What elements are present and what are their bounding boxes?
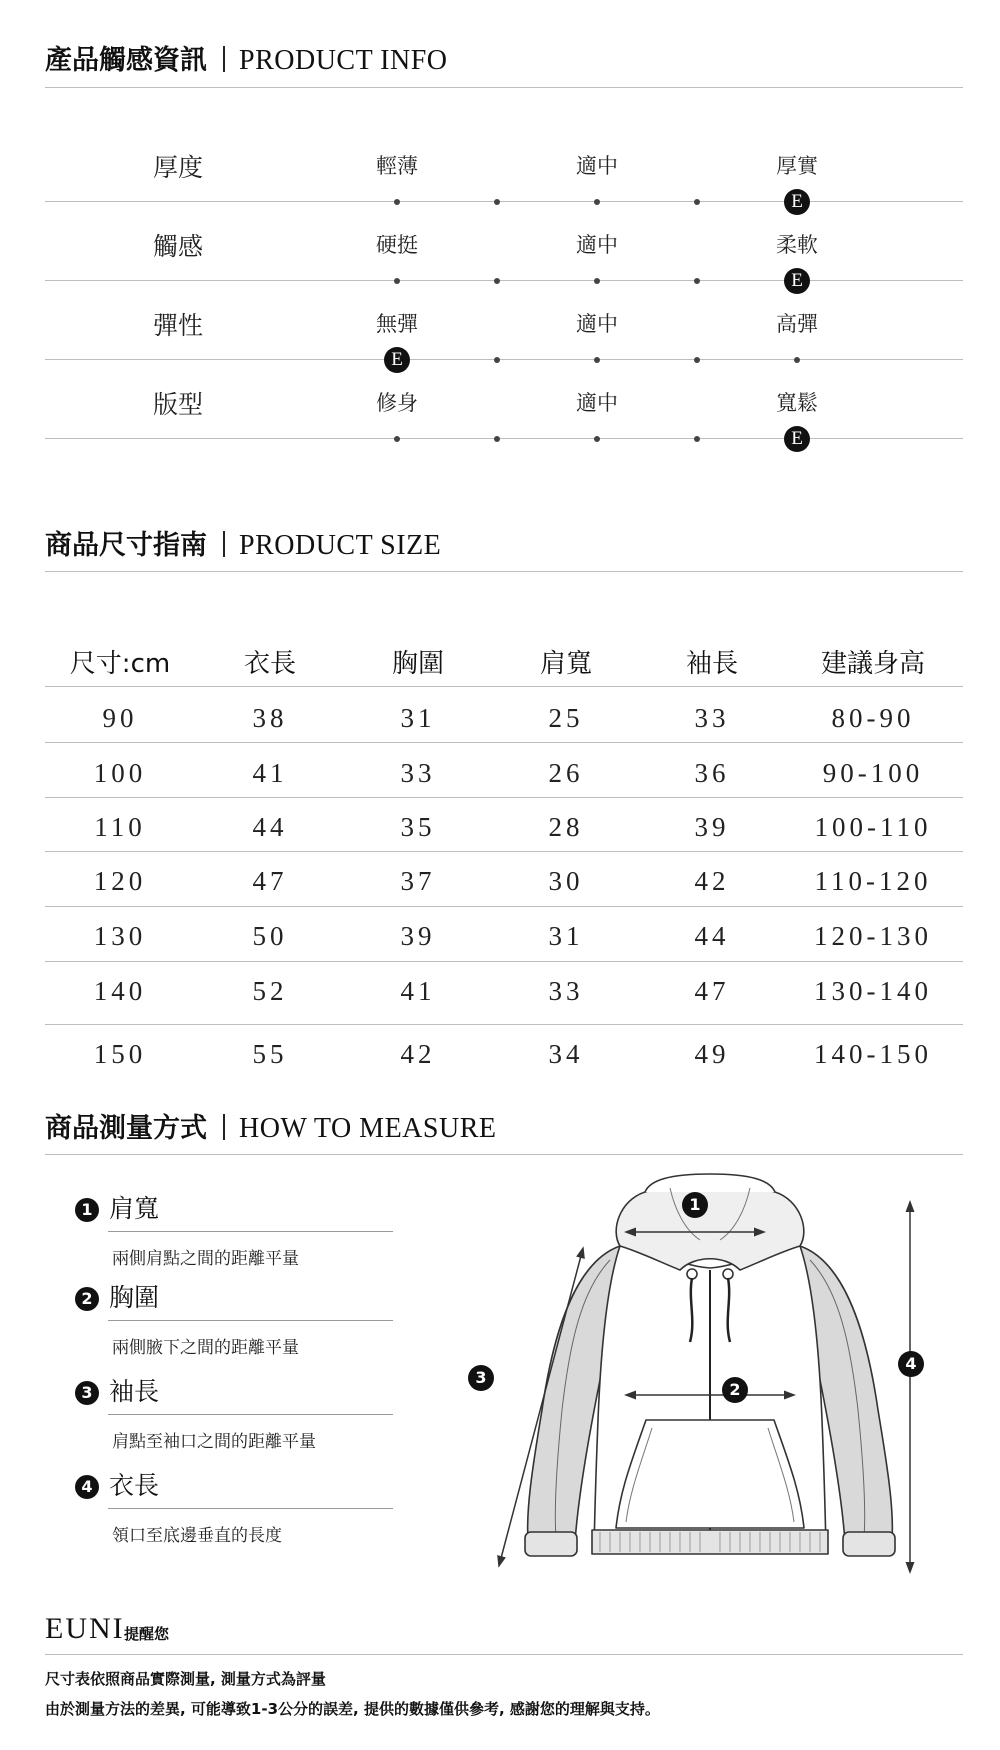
feel-scale-line: [45, 201, 963, 202]
diagram-badge-4: 4: [898, 1351, 924, 1377]
scale-dot: [494, 199, 500, 205]
size-row-divider: [45, 742, 963, 743]
feel-option: 寬鬆: [776, 391, 818, 415]
divider: [45, 1154, 963, 1155]
size-table-cell: 100-110: [814, 812, 932, 842]
how-to-measure-title: [45, 1106, 496, 1145]
size-table-header: 尺寸:cm: [69, 649, 171, 679]
feel-row-label: 彈性: [152, 311, 204, 340]
selected-level-marker: E: [784, 268, 810, 294]
title-separator: [223, 46, 225, 72]
size-table-cell: 44: [694, 921, 730, 951]
size-table-cell: 130-140: [814, 976, 932, 1006]
product-size-title-en: PRODUCT SIZE: [239, 530, 442, 561]
size-table-cell: 42: [694, 866, 730, 896]
hoodie-diagram: [470, 1170, 950, 1590]
scale-dot: [494, 278, 500, 284]
how-to-measure-title-zh: 商品測量方式: [45, 1113, 207, 1144]
size-table-cell: 47: [252, 866, 288, 896]
number-badge: 3: [75, 1381, 99, 1405]
diagram-badge-3: 3: [468, 1365, 494, 1391]
size-row-divider: [45, 797, 963, 798]
feel-scale-line: [45, 438, 963, 439]
scale-dot: [394, 436, 400, 442]
measure-item-title: [75, 1466, 159, 1502]
size-table-cell: 38: [252, 703, 288, 733]
feel-option: 厚實: [776, 154, 818, 178]
feel-option: 輕薄: [376, 154, 418, 178]
size-table-header: 袖長: [685, 649, 739, 679]
size-table-cell: 25: [548, 703, 584, 733]
scale-dot: [794, 357, 800, 363]
feel-option: 修身: [376, 391, 418, 415]
scale-dot: [594, 436, 600, 442]
size-table-cell: 33: [400, 758, 436, 788]
divider: [45, 571, 963, 572]
size-table-cell: 31: [548, 921, 584, 951]
scale-dot: [394, 199, 400, 205]
size-table-cell: 110-120: [814, 866, 932, 896]
size-table-cell: 33: [694, 703, 730, 733]
size-table-cell: 140: [93, 976, 147, 1006]
product-info-title-en: PRODUCT INFO: [239, 45, 448, 76]
feel-scale-line: [45, 359, 963, 360]
selected-level-marker: E: [384, 347, 410, 373]
scale-dot: [494, 357, 500, 363]
size-table-cell: 52: [252, 976, 288, 1006]
size-table-cell: 33: [548, 976, 584, 1006]
scale-dot: [694, 357, 700, 363]
scale-dot: [694, 436, 700, 442]
size-table-cell: 150: [93, 1039, 147, 1069]
divider: [45, 1654, 963, 1655]
size-table-header: 胸圍: [391, 649, 445, 679]
measure-item-title: [75, 1189, 159, 1225]
measure-item-desc: 領口至底邊垂直的長度: [112, 1526, 282, 1546]
feel-option: 適中: [576, 312, 618, 336]
size-table-cell: 49: [694, 1039, 730, 1069]
product-info-title: [45, 38, 448, 77]
size-row-divider: [45, 686, 963, 687]
feel-option: 硬挺: [376, 233, 418, 257]
feel-row-label: 觸感: [152, 232, 204, 261]
size-table-cell: 34: [548, 1039, 584, 1069]
size-table-cell: 42: [400, 1039, 436, 1069]
note-line-1: 尺寸表依照商品實際測量, 測量方式為評量: [45, 1670, 326, 1688]
feel-option: 無彈: [376, 312, 418, 336]
size-table-cell: 47: [694, 976, 730, 1006]
size-table-cell: 39: [694, 812, 730, 842]
size-table-cell: 120: [93, 866, 147, 896]
measure-item-title: [75, 1372, 159, 1408]
size-table-cell: 80-90: [831, 703, 915, 733]
how-to-measure-title-en: HOW TO MEASURE: [239, 1113, 497, 1144]
measure-item-desc: 肩點至袖口之間的距離平量: [112, 1432, 316, 1452]
brand-logo: EUNI: [45, 1612, 125, 1645]
size-table-header: 肩寬: [539, 649, 593, 679]
size-table-cell: 35: [400, 812, 436, 842]
divider: [45, 87, 963, 88]
feel-row-label: 厚度: [152, 153, 204, 182]
scale-dot: [694, 199, 700, 205]
diagram-badge-2: 2: [722, 1377, 748, 1403]
scale-dot: [694, 278, 700, 284]
size-table-cell: 100: [93, 758, 147, 788]
size-table-cell: 37: [400, 866, 436, 896]
measure-item-label: 袖長: [109, 1377, 160, 1406]
size-table-cell: 50: [252, 921, 288, 951]
size-table-cell: 55: [252, 1039, 288, 1069]
size-table-header: 建議身高: [820, 649, 926, 679]
product-size-title: [45, 523, 441, 562]
size-table-cell: 130: [93, 921, 147, 951]
selected-level-marker: E: [784, 426, 810, 452]
feel-option: 適中: [576, 391, 618, 415]
product-info-title-zh: 產品觸感資訊: [45, 45, 207, 76]
scale-dot: [594, 357, 600, 363]
size-row-divider: [45, 961, 963, 962]
size-table-cell: 41: [252, 758, 288, 788]
measure-item-divider: [108, 1414, 393, 1415]
feel-scale-line: [45, 280, 963, 281]
measure-item-label: 衣長: [109, 1471, 160, 1500]
size-table-cell: 44: [252, 812, 288, 842]
product-size-title-zh: 商品尺寸指南: [45, 530, 207, 561]
size-table-cell: 110: [94, 812, 146, 842]
size-table-cell: 28: [548, 812, 584, 842]
size-row-divider: [45, 851, 963, 852]
number-badge: 4: [75, 1475, 99, 1499]
scale-dot: [594, 278, 600, 284]
size-table-cell: 39: [400, 921, 436, 951]
feel-row-label: 版型: [152, 390, 204, 419]
size-table-cell: 26: [548, 758, 584, 788]
size-table-cell: 36: [694, 758, 730, 788]
size-row-divider: [45, 1024, 963, 1025]
measure-item-title: [75, 1278, 159, 1314]
measure-item-label: 胸圍: [109, 1283, 160, 1312]
diagram-badge-1: 1: [682, 1192, 708, 1218]
size-table-cell: 90: [102, 703, 138, 733]
size-table-cell: 31: [400, 703, 436, 733]
size-row-divider: [45, 906, 963, 907]
measure-item-divider: [108, 1231, 393, 1232]
scale-dot: [394, 278, 400, 284]
measure-item-divider: [108, 1320, 393, 1321]
measure-item-desc: 兩側肩點之間的距離平量: [112, 1249, 299, 1269]
scale-dot: [494, 436, 500, 442]
title-separator: [223, 1114, 225, 1140]
feel-option: 高彈: [776, 312, 818, 336]
note-line-2: 由於測量方法的差異, 可能導致1-3公分的誤差, 提供的數據僅供參考, 感謝您的理解與支持。: [45, 1700, 660, 1718]
feel-option: 適中: [576, 233, 618, 257]
measure-item-desc: 兩側腋下之間的距離平量: [112, 1338, 299, 1358]
remind-label: 提醒您: [124, 1625, 170, 1643]
size-table-cell: 90-100: [822, 758, 924, 788]
feel-option: 適中: [576, 154, 618, 178]
measure-item-divider: [108, 1508, 393, 1509]
feel-option: 柔軟: [776, 233, 818, 257]
measure-item-label: 肩寬: [109, 1194, 160, 1223]
size-table-cell: 140-150: [814, 1039, 932, 1069]
scale-dot: [594, 199, 600, 205]
selected-level-marker: E: [784, 189, 810, 215]
size-table-cell: 30: [548, 866, 584, 896]
number-badge: 2: [75, 1287, 99, 1311]
number-badge: 1: [75, 1198, 99, 1222]
size-table-cell: 120-130: [814, 921, 932, 951]
size-table-cell: 41: [400, 976, 436, 1006]
size-table-header: 衣長: [243, 649, 297, 679]
title-separator: [223, 531, 225, 557]
